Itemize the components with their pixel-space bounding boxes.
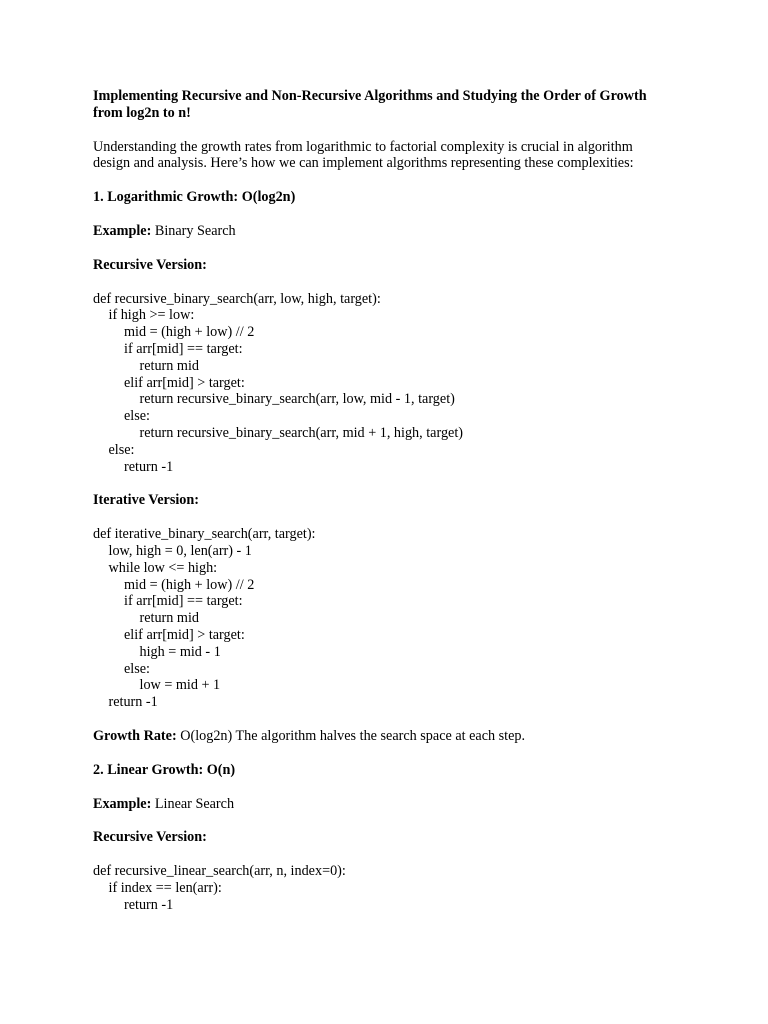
code-line: return -1 (124, 458, 174, 475)
code-line: return -1 (108, 694, 158, 711)
code-line: return recursive_binary_search(arr, low, mid - 1, target) (139, 391, 455, 408)
section-heading: 1. Logarithmic Growth: O(log2n) (93, 189, 296, 206)
code-line: else: (124, 660, 150, 677)
code-line: else: (108, 441, 135, 458)
iterative-heading: Iterative Version: (93, 492, 199, 509)
code-line: else: (124, 408, 150, 425)
section-logarithmic (93, 189, 673, 745)
document-title: Implementing Recursive and Non-Recursive Algorithms and Studying the Order of Growth from log2n to n! (93, 88, 647, 121)
section-heading: 2. Linear Growth: O(n) (93, 761, 236, 778)
growth-rate-line (93, 728, 673, 745)
example-value: Linear Search (151, 795, 235, 812)
example-line (93, 796, 673, 813)
code-block-recursive (93, 863, 673, 913)
code-line: if arr[mid] == target: (124, 593, 243, 610)
code-line: elif arr[mid] > target: (124, 626, 245, 643)
section-linear (93, 762, 673, 914)
code-line: def recursive_binary_search(arr, low, high, target): (93, 290, 381, 307)
code-line: def recursive_linear_search(arr, n, index=0): (93, 863, 346, 880)
code-line: while low <= high: (108, 559, 218, 576)
code-line: high = mid - 1 (139, 643, 221, 660)
code-line: mid = (high + low) // 2 (124, 324, 255, 341)
recursive-heading: Recursive Version: (93, 256, 207, 273)
code-line: mid = (high + low) // 2 (124, 576, 255, 593)
example-label: Example: (93, 795, 152, 812)
code-line: elif arr[mid] > target: (124, 374, 245, 391)
intro-paragraph: Understanding the growth rates from logarithmic to factorial complexity is crucial in algorithm design and analysis. Here’s how we can implement algorithms representing these complexities: (93, 138, 634, 172)
code-line: return mid (139, 610, 199, 627)
example-value: Binary Search (151, 222, 236, 239)
code-line: return mid (139, 357, 199, 374)
growth-value: O(log2n) The algorithm halves the search space at each step. (176, 727, 526, 744)
code-line: if high >= low: (108, 307, 195, 324)
code-line: low = mid + 1 (139, 677, 221, 694)
code-line: return -1 (124, 896, 174, 913)
document-page (93, 88, 673, 930)
recursive-heading: Recursive Version: (93, 829, 207, 846)
code-block-recursive (93, 291, 673, 476)
code-line: def iterative_binary_search(arr, target): (93, 526, 316, 543)
code-line: if index == len(arr): (108, 879, 222, 896)
example-line (93, 223, 673, 240)
code-line: return recursive_binary_search(arr, mid + 1, high, target) (139, 424, 464, 441)
growth-label: Growth Rate: (93, 727, 177, 744)
code-line: if arr[mid] == target: (124, 340, 243, 357)
code-block-iterative (93, 526, 673, 711)
example-label: Example: (93, 222, 152, 239)
code-line: low, high = 0, len(arr) - 1 (108, 542, 252, 559)
